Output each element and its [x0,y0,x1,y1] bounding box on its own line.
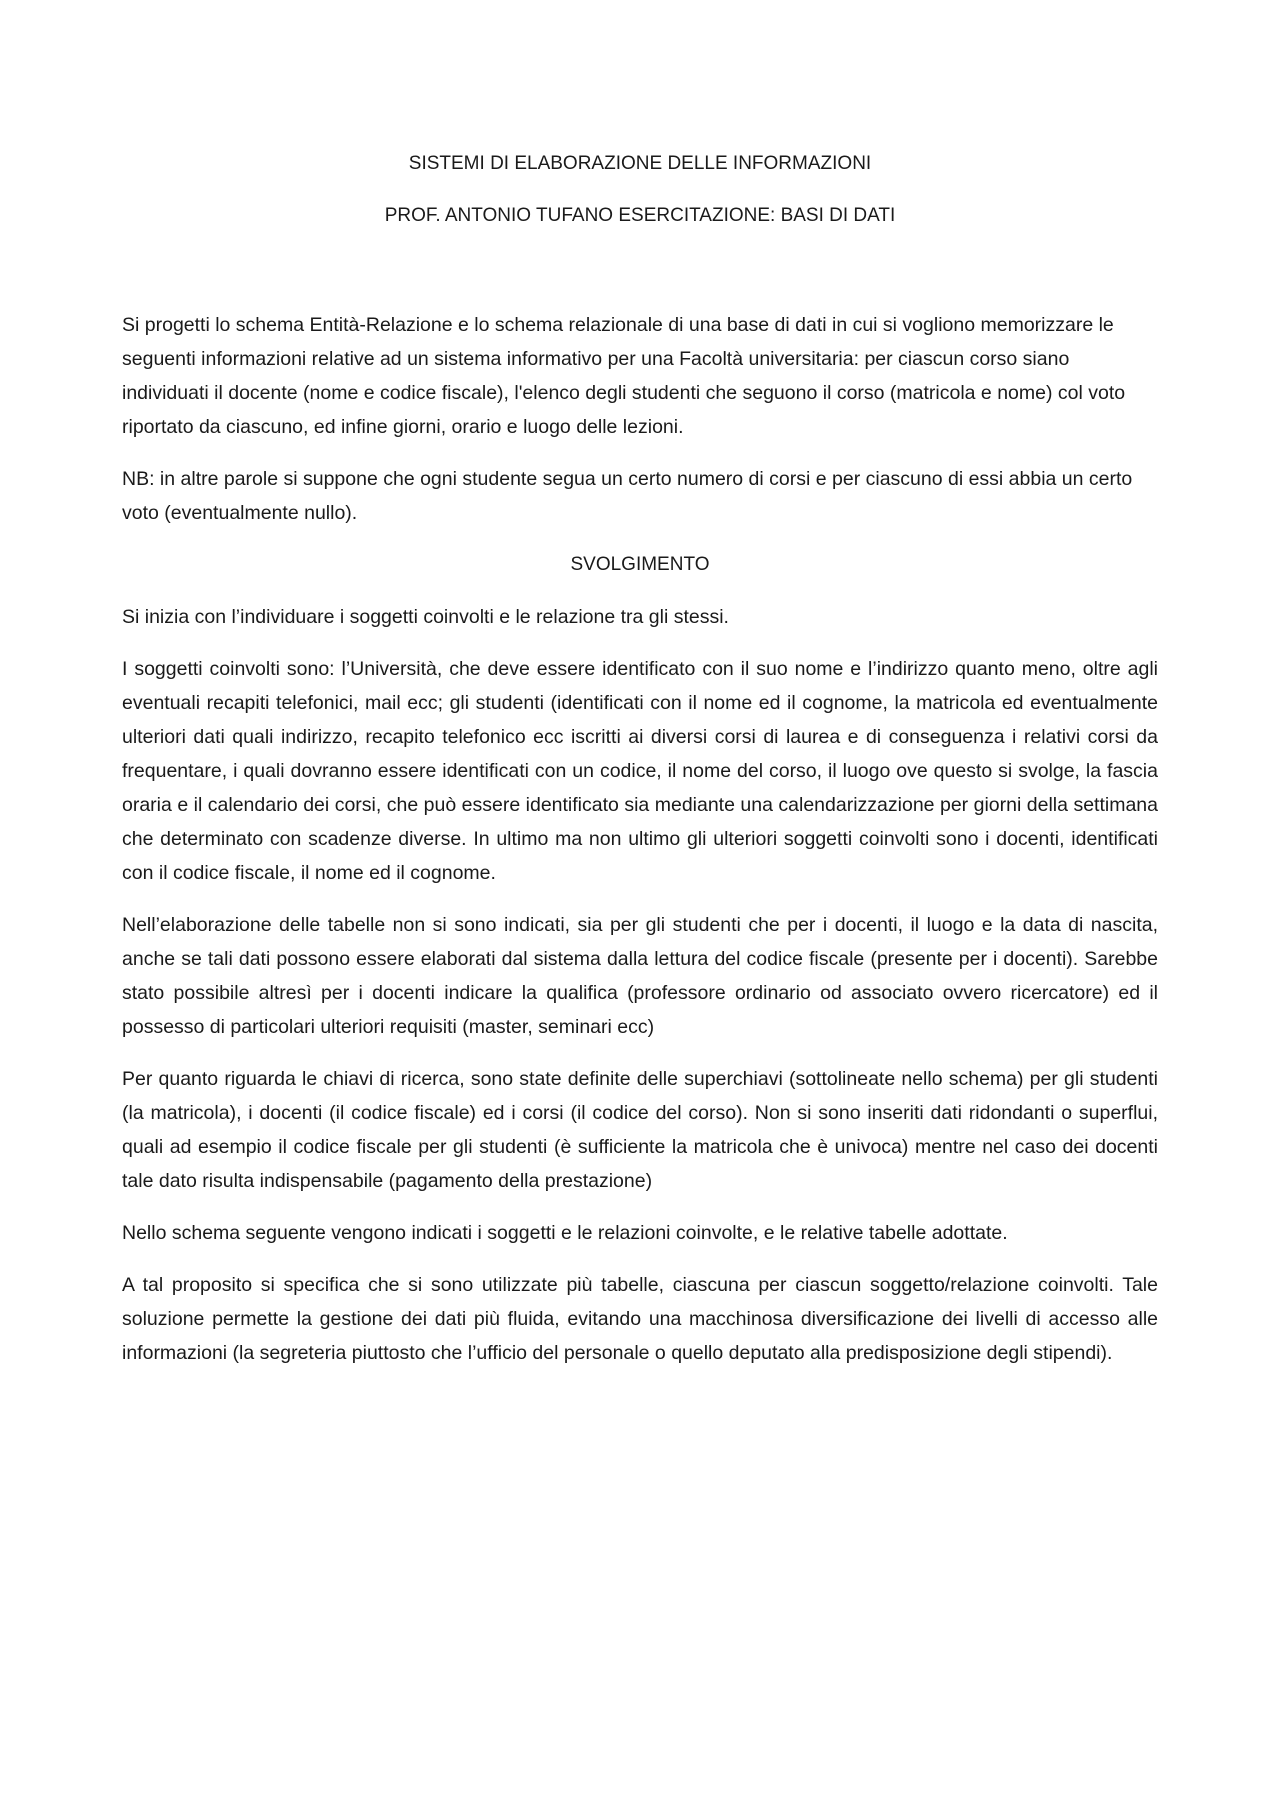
document-body [122,150,1158,1388]
solution-paragraph-6: A tal proposito si specifica che si sono utilizzate più tabelle, ciascuna per ciascun soggetto/relazione coinvolti. Tale soluzione permette la gestione dei dati più fluida, evitando una macchinosa diversificazione dei livelli di accesso alle informazioni (la segreteria piuttosto che l’ufficio del personale o quello deputato alla predisposizione degli stipendi). [122,1274,1158,1364]
assignment-paragraph-1: Si progetti lo schema Entità-Relazione e lo schema relazionale di una base di dati in cui si vogliono memorizzare le seguenti informazioni relative ad un sistema informativo per una Facoltà universitaria: per ciascun corso siano individuati il docente (nome e codice fiscale), l'elenco degli studenti che seguono il corso (matricola e nome) col voto riportato da ciascuno, ed infine giorni, orario e luogo delle lezioni. [122,314,1126,438]
document-title: SISTEMI DI ELABORAZIONE DELLE INFORMAZIONI [408,153,872,174]
solution-paragraph-5: Nello schema seguente vengono indicati i soggetti e le relazioni coinvolte, e le relative tabelle adottate. [122,1222,1008,1244]
solution-paragraph-1: Si inizia con l’individuare i soggetti coinvolti e le relazione tra gli stessi. [122,606,729,628]
solution-paragraph-2: I soggetti coinvolti sono: l’Università, che deve essere identificato con il suo nome e l’indirizzo quanto meno, oltre agli eventuali recapiti telefonici, mail ecc; gli studenti (identificati con il nome ed il cognome, la matricola ed eventualmente ulteriori dati quali indirizzo, recapito telefonico ecc iscritti ai diversi corsi di laurea e di conseguenza i relativi corsi da frequentare, i quali dovranno essere identificati con un codice, il nome del corso, il luogo ove questo si svolge, la fascia oraria e il calendario dei corsi, che può essere identificato sia mediante una calendarizzazione per giorni della settimana che determinato con scadenze diverse. In ultimo ma non ultimo gli ulteriori soggetti coinvolti sono i docenti, identificati con il codice fiscale, il nome ed il cognome. [122,658,1158,884]
solution-paragraph-3: Nell’elaborazione delle tabelle non si sono indicati, sia per gli studenti che per i docenti, il luogo e la data di nascita, anche se tali dati possono essere elaborati dal sistema dalla lettura del codice fiscale (presente per i docenti). Sarebbe stato possibile altresì per i docenti indicare la qualifica (professore ordinario od associato ovvero ricercatore) ed il possesso di particolari ulteriori requisiti (master, seminari ecc) [122,914,1158,1038]
section-heading-svolgimento: SVOLGIMENTO [570,554,710,575]
solution-paragraph-4: Per quanto riguarda le chiavi di ricerca, sono state definite delle superchiavi (sottolineate nello schema) per gli studenti (la matricola), i docenti (il codice fiscale) ed i corsi (il codice del corso). Non si sono inseriti dati ridondanti o superflui, quali ad esempio il codice fiscale per gli studenti (è sufficiente la matricola che è univoca) mentre nel caso dei docenti tale dato risulta indispensabile (pagamento della prestazione) [122,1068,1158,1192]
document-subtitle: PROF. ANTONIO TUFANO ESERCITAZIONE: BASI DI DATI [384,205,896,226]
assignment-note: NB: in altre parole si suppone che ogni studente segua un certo numero di corsi e per ciascuno di essi abbia un certo voto (eventualmente nullo). [122,468,1133,524]
